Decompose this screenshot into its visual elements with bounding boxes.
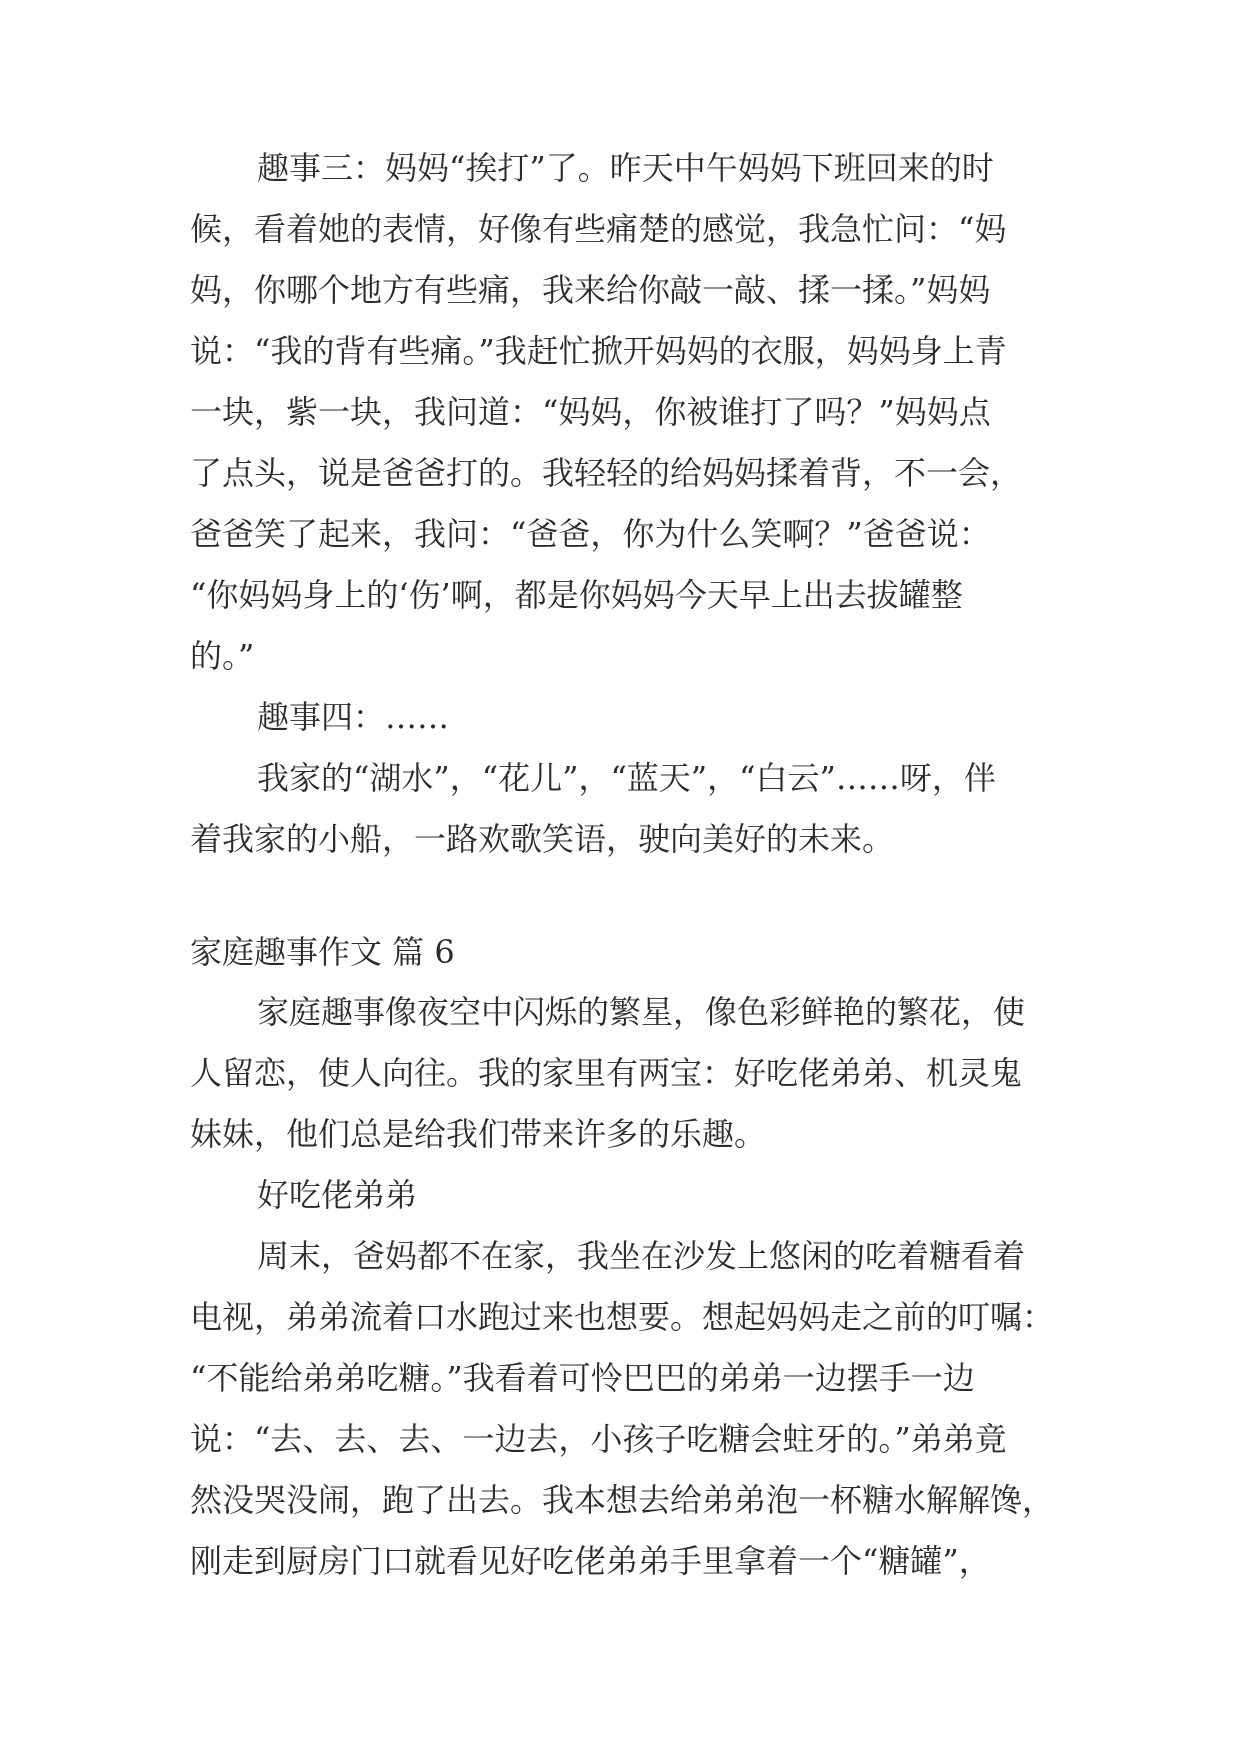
section-heading: 家庭趣事作文 篇 6 (190, 933, 455, 971)
paragraph-line: 说：“去、去、去、一边去，小孩子吃糖会蛀牙的。”弟弟竟 (190, 1420, 1007, 1458)
paragraph-line: 妹妹，他们总是给我们带来许多的乐趣。 (190, 1115, 767, 1153)
paragraph-line: 电视，弟弟流着口水跑过来也想要。想起妈妈走之前的叮嘱： (190, 1298, 1055, 1336)
paragraph-line: 趣事四：…… (257, 698, 450, 736)
paragraph-line: 趣事三：妈妈“挨打”了。昨天中午妈妈下班回来的时 (257, 149, 994, 187)
subheading: 好吃佬弟弟 (257, 1176, 418, 1214)
paragraph-line: 爸爸笑了起来，我问：“爸爸，你为什么笑啊？”爸爸说： (190, 515, 991, 553)
paragraph-line: 妈，你哪个地方有些痛，我来给你敲一敲、揉一揉。”妈妈 (190, 271, 991, 309)
paragraph-line: 着我家的小船，一路欢歌笑语，驶向美好的未来。 (190, 820, 895, 858)
paragraph-line: 人留恋，使人向往。我的家里有两宝：好吃佬弟弟、机灵鬼 (190, 1054, 1023, 1092)
paragraph-line: 的。” (190, 637, 255, 675)
paragraph-line: 我家的“湖水”，“花儿”，“蓝天”，“白云”……呀，伴 (257, 759, 996, 797)
paragraph-line: 然没哭没闹，跑了出去。我本想去给弟弟泡一杯糖水解解馋， (190, 1481, 1055, 1519)
paragraph-line: 说：“我的背有些痛。”我赶忙掀开妈妈的衣服，妈妈身上青 (190, 332, 1007, 370)
paragraph-line: 了点头，说是爸爸打的。我轻轻的给妈妈揉着背，不一会， (190, 454, 1023, 492)
paragraph-line: “你妈妈身上的‘伤’啊，都是你妈妈今天早上出去拔罐整 (190, 576, 963, 614)
paragraph-line: 家庭趣事像夜空中闪烁的繁星，像色彩鲜艳的繁花，使 (257, 993, 1026, 1031)
paragraph-line: “不能给弟弟吃糖。”我看着可怜巴巴的弟弟一边摆手一边 (190, 1359, 975, 1397)
paragraph-line: 周末，爸妈都不在家，我坐在沙发上悠闲的吃着糖看着 (257, 1237, 1026, 1275)
paragraph-line: 一块，紫一块，我问道：“妈妈，你被谁打了吗？”妈妈点 (190, 393, 991, 431)
paragraph-line: 候，看着她的表情，好像有些痛楚的感觉，我急忙问：“妈 (190, 210, 1007, 248)
paragraph-line: 刚走到厨房门口就看见好吃佬弟弟手里拿着一个“糖罐”， (190, 1542, 991, 1580)
